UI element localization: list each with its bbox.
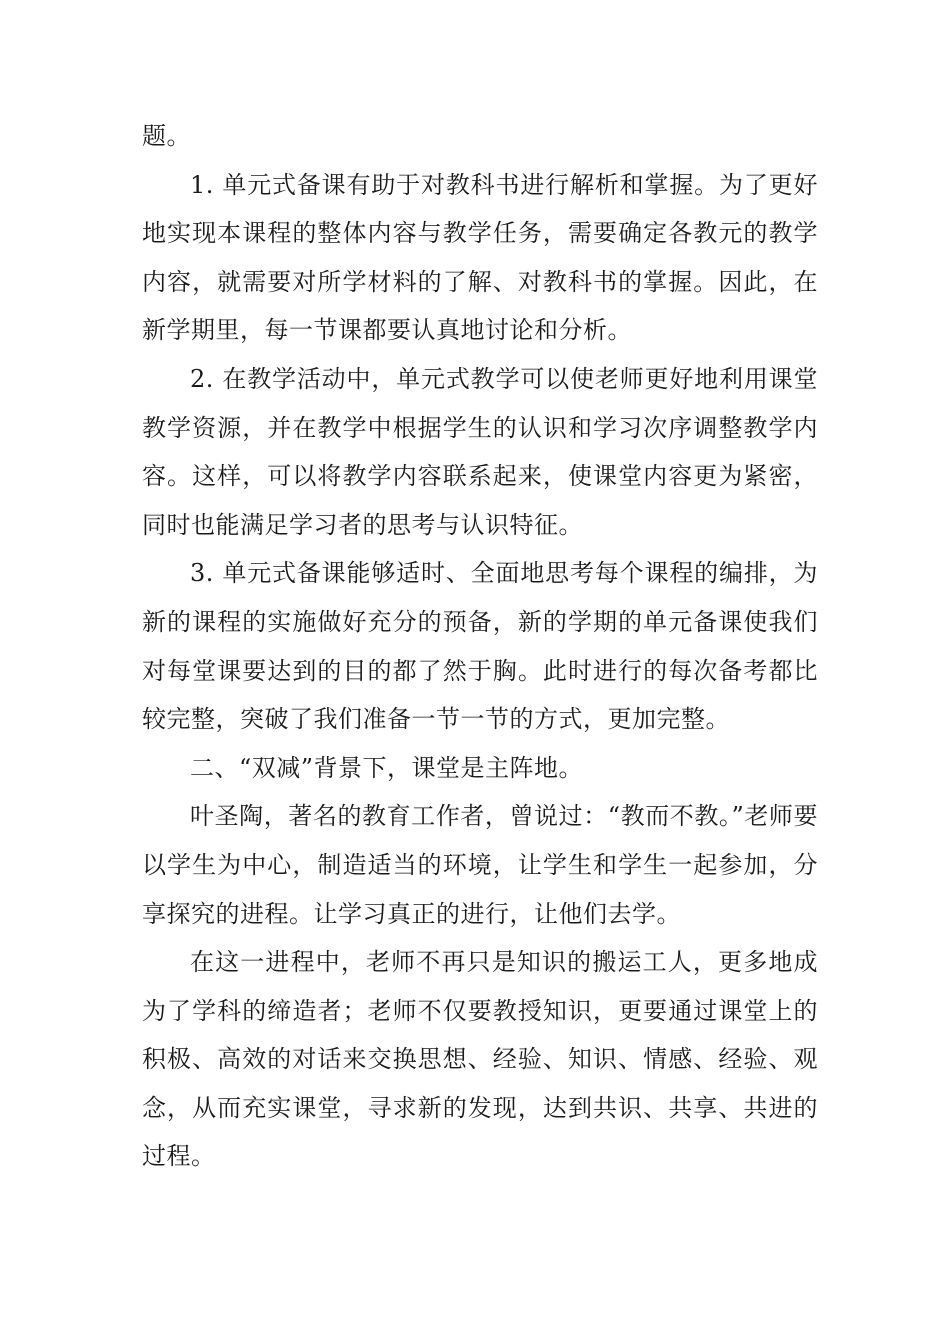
paragraph-point-3: 3. 单元式备课能够适时、全面地思考每个课程的编排，为新的课程的实施做好充分的预备，新的学期的单元备课使我们对每堂课要达到的目的都了然于胸。此时进行的每次备考都比较完整，突破了我们准备一节一节的方式，更加完整。	[142, 559, 818, 734]
document-body	[142, 112, 818, 1181]
paragraph-ye-shengtao: 叶圣陶，著名的教育工作者，曾说过：“教而不教。”老师要以学生为中心，制造适当的环境，让学生和学生一起参加，分享探究的进程。让学习真正的进行，让他们去学。	[142, 802, 818, 928]
paragraph-point-1: 1. 单元式备课有助于对教科书进行解析和掌握。为了更好地实现本课程的整体内容与教学任务，需要确定各教元的教学内容，就需要对所学材料的了解、对教科书的掌握。因此，在新学期里，每一节课都要认真地讨论和分析。	[142, 170, 818, 345]
paragraph-continuation: 题。	[142, 122, 191, 150]
paragraph-teacher-role: 在这一进程中，老师不再只是知识的搬运工人，更多地成为了学科的缔造者；老师不仅要教授知识，更要通过课堂上的积极、高效的对话来交换思想、经验、知识、情感、经验、观念，从而充实课堂，寻求新的发现，达到共识、共享、共进的过程。	[142, 948, 818, 1171]
section-heading-2: 二、“双减”背景下，课堂是主阵地。	[190, 753, 584, 782]
paragraph-point-2: 2. 在教学活动中，单元式教学可以使老师更好地利用课堂教学资源，并在教学中根据学生的认识和学习次序调整教学内容。这样，可以将教学内容联系起来，使课堂内容更为紧密，同时也能满足学习者的思考与认识特征。	[142, 364, 818, 539]
